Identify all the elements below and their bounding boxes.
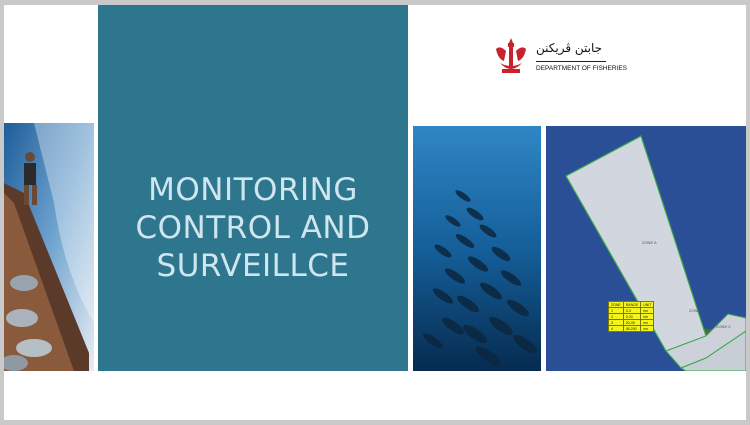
zone-label: ZONE 2 bbox=[716, 324, 731, 329]
slide bbox=[4, 5, 746, 420]
legend-cell: 0-3 bbox=[623, 308, 640, 314]
map-legend bbox=[608, 301, 654, 332]
department-logo bbox=[490, 35, 628, 81]
fisherman-photo bbox=[4, 123, 94, 371]
legend-cell: nm bbox=[641, 320, 654, 326]
legend-row bbox=[609, 326, 654, 332]
legend-cell: nm bbox=[641, 326, 654, 332]
logo-divider bbox=[536, 61, 606, 62]
slide-title: MONITORING CONTROL AND SURVEILLCE bbox=[135, 172, 371, 284]
tuna-school-photo bbox=[413, 126, 541, 371]
brunei-crest-icon bbox=[490, 35, 532, 77]
logo-arabic-text: جابتن ڤريكنن bbox=[536, 41, 603, 55]
logo-english-text: DEPARTMENT OF FISHERIES bbox=[536, 65, 628, 72]
legend-cell: RANGE bbox=[623, 302, 640, 308]
legend-cell: nm bbox=[641, 314, 654, 320]
legend-cell: 3-20 bbox=[623, 314, 640, 320]
legend-cell: 1 bbox=[609, 308, 624, 314]
legend-cell: ZONE bbox=[609, 302, 624, 308]
legend-cell: 4 bbox=[609, 326, 624, 332]
title-panel bbox=[98, 5, 408, 371]
fishing-zones-map bbox=[546, 126, 746, 371]
legend-cell: 20-45 bbox=[623, 320, 640, 326]
legend-cell: 2 bbox=[609, 314, 624, 320]
legend-cell: nm bbox=[641, 308, 654, 314]
legend-cell: 3 bbox=[609, 320, 624, 326]
legend-cell: 45-200 bbox=[623, 326, 640, 332]
zone-label: ZONE 1 bbox=[689, 308, 704, 313]
legend-cell: UNIT bbox=[641, 302, 654, 308]
zone-label: ZONE A bbox=[642, 240, 657, 245]
